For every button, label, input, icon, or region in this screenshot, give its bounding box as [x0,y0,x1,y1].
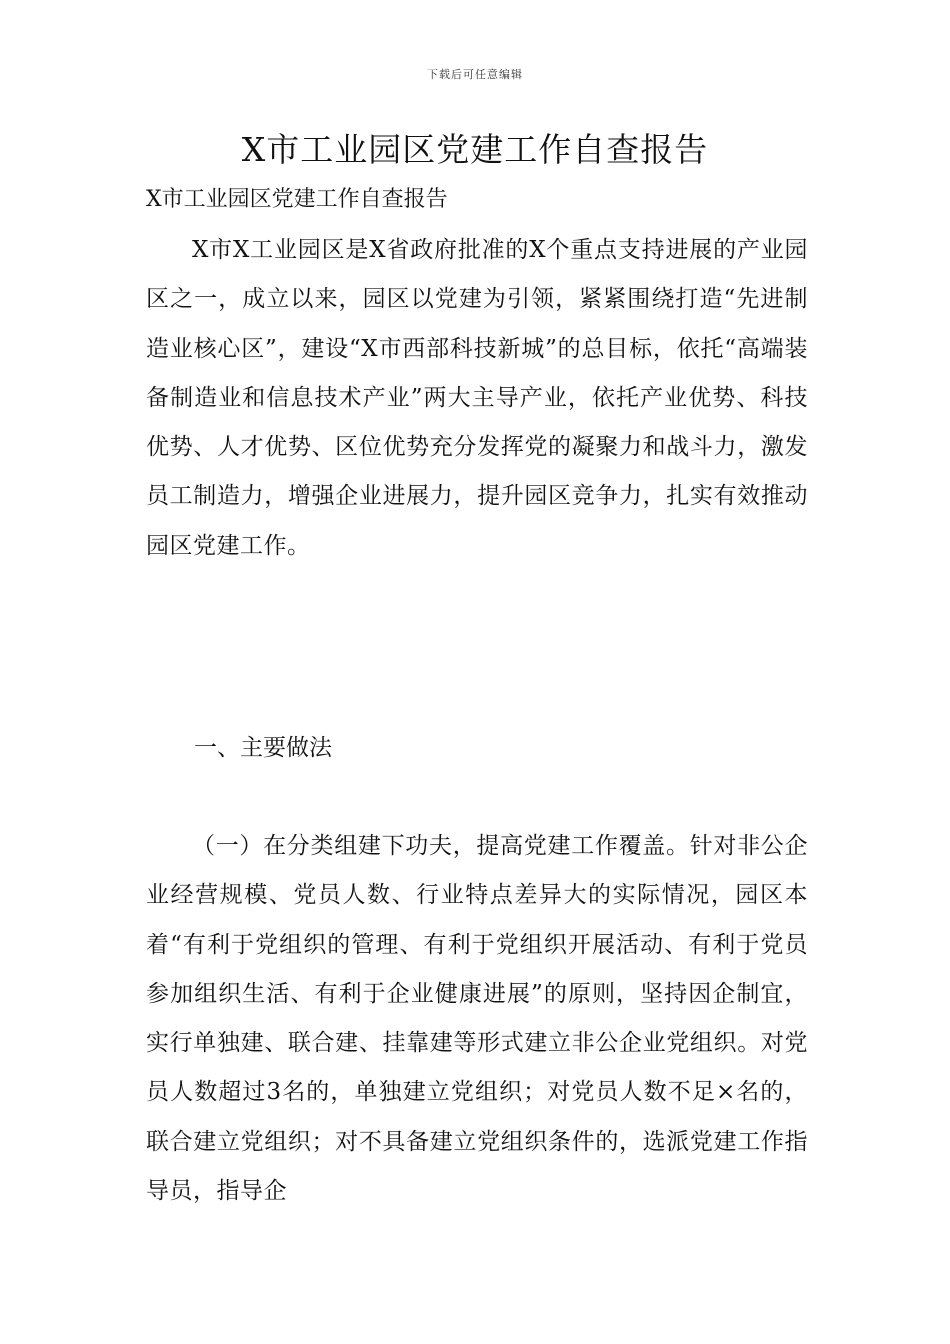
page-header-note: 下载后可任意编辑 [427,68,523,81]
section-heading: 一、主要做法 [194,735,332,761]
document-subtitle: X市工业园区党建工作自查报告 [146,187,448,212]
section-paragraph: （一）在分类组建下功夫，提高党建工作覆盖。针对非公企业经营规模、党员人数、行业特点差异大的实际情况，园区本着“有利于党组织的管理、有利于党组织开展活动、有利于党员参加组织生活、有利于企业健康进展”的原则，坚持因企制宜，实行单独建、联合建、挂靠建等形式建立非公企业党组织。对党员人数超过3名的，单独建立党组织；对党员人数不足×名的，联合建立党组织；对不具备建立党组织条件的，选派党建工作指导员，指导企 [146,833,808,1205]
intro-paragraph: X市X工业园区是X省政府批准的X个重点支持进展的产业园区之一，成立以来，园区以党建为引领，紧紧围绕打造“先进制造业核心区”，建设“X市西部科技新城”的总目标，依托“高端装备制造业和信息技术产业”两大主导产业，依托产业优势、科技优势、人才优势、区位优势充分发挥党的凝聚力和战斗力，激发员工制造力，增强企业进展力，提升园区竞争力，扎实有效推动园区党建工作。 [146,237,808,559]
document-title: X市工业园区党建工作自查报告 [241,130,709,169]
